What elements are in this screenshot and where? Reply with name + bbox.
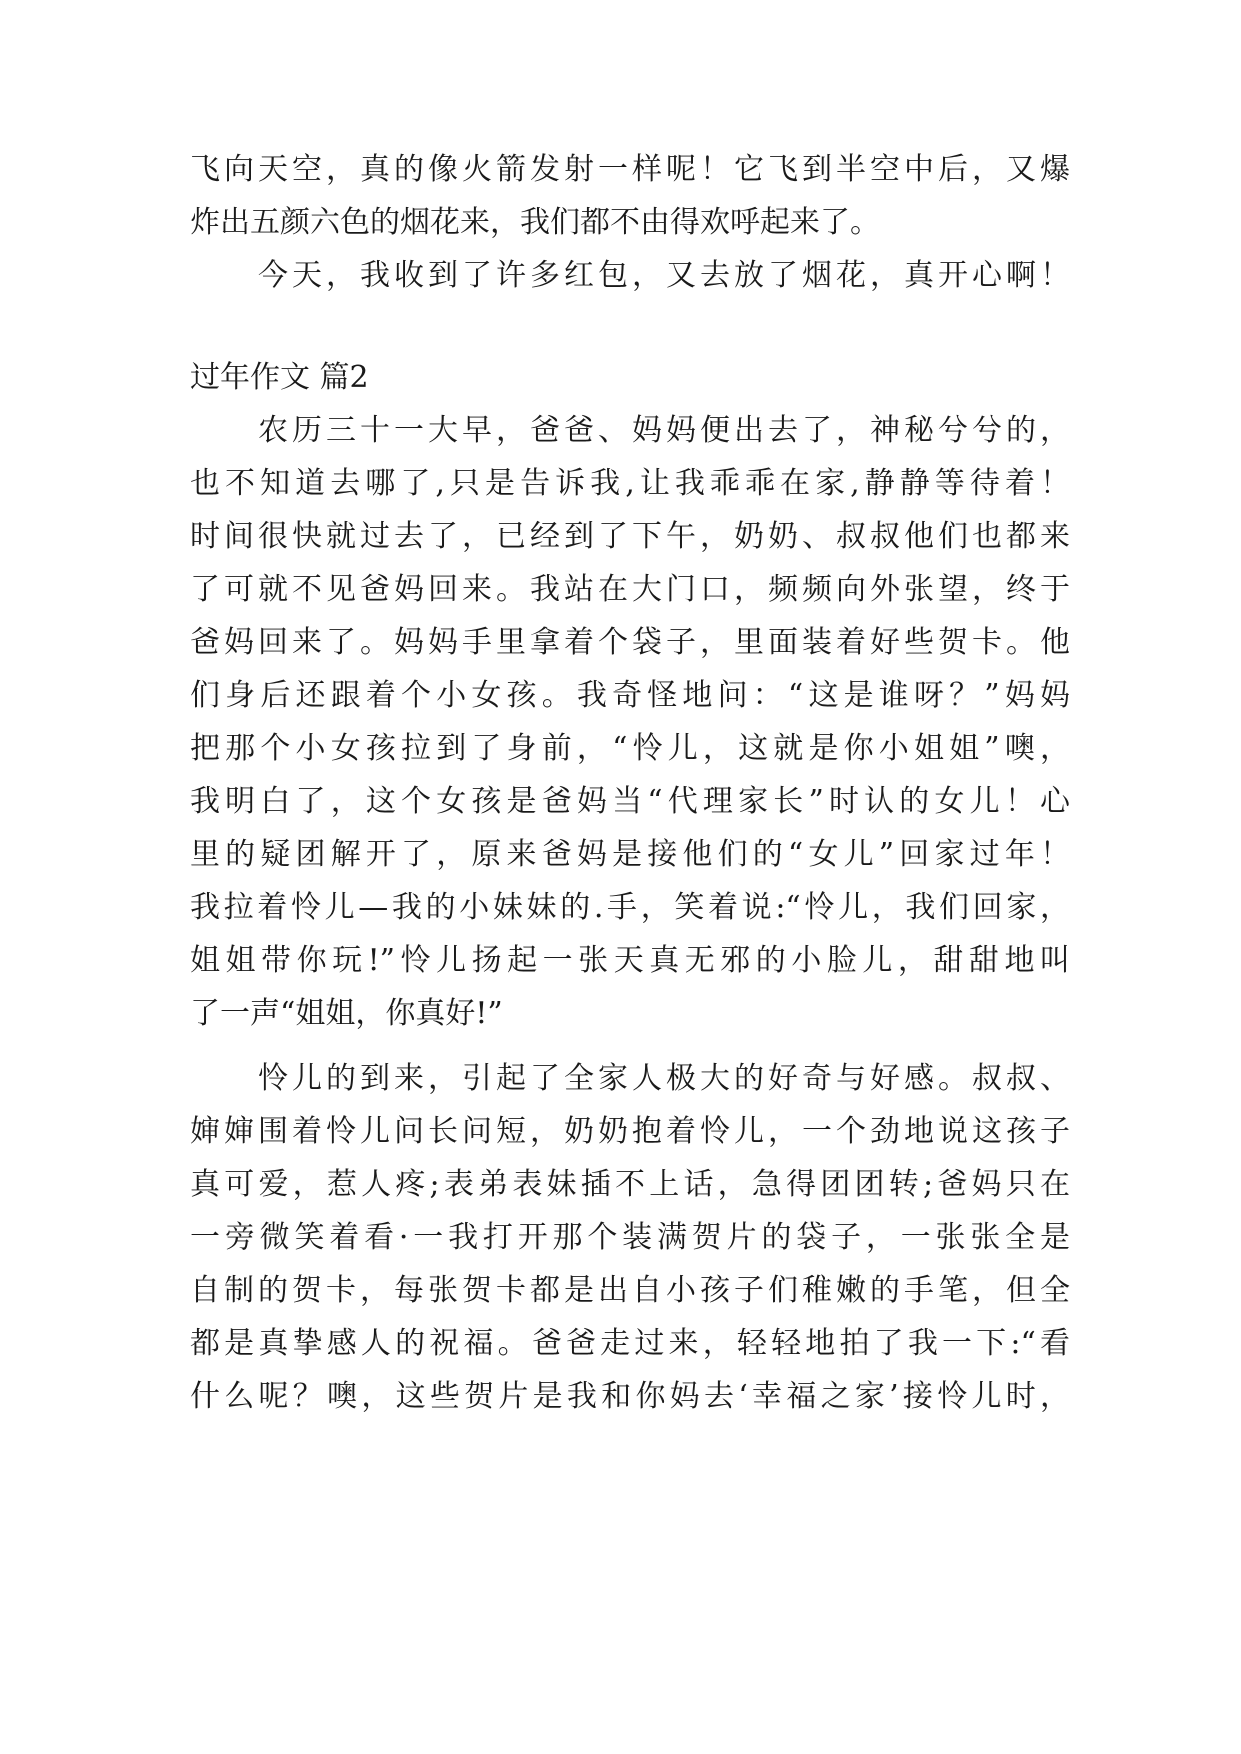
text-line: 什么呢？噢，这些贺片是我和你妈去‘幸福之家’接怜儿时， [190,1379,1070,1414]
text-line: 婶婶围着怜儿问长问短，奶奶抱着怜儿，一个劲地说这孩子 [190,1114,1070,1149]
text-line: 都是真挚感人的祝福。爸爸走过来，轻轻地拍了我一下:“看 [190,1326,1070,1361]
text-line: 了可就不见爸妈回来。我站在大门口，频频向外张望，终于 [190,572,1070,607]
text-line: 把那个小女孩拉到了身前，“怜儿，这就是你小姐姐”噢， [190,731,1070,766]
text-line: 炸出五颜六色的烟花来，我们都不由得欢呼起来了。 [190,205,880,240]
text-line: 农历三十一大早，爸爸、妈妈便出去了，神秘兮兮的， [258,413,1070,448]
section-heading: 过年作文 篇2 [190,360,369,395]
text-line: 今天，我收到了许多红包，又去放了烟花，真开心啊！ [258,258,1070,293]
text-line: 姐姐带你玩!”怜儿扬起一张天真无邪的小脸儿，甜甜地叫 [190,943,1070,978]
text-line: 了一声“姐姐，你真好!” [190,996,503,1031]
text-line: 里的疑团解开了，原来爸妈是接他们的“女儿”回家过年！ [190,837,1070,872]
text-line: 也不知道去哪了,只是告诉我,让我乖乖在家,静静等待着！ [190,466,1070,501]
text-line: 我明白了，这个女孩是爸妈当“代理家长”时认的女儿！心 [190,784,1070,819]
text-line: 爸妈回来了。妈妈手里拿着个袋子，里面装着好些贺卡。他 [190,625,1070,660]
text-line: 我拉着怜儿—我的小妹妹的.手，笑着说:“怜儿，我们回家， [190,890,1070,925]
text-line: 怜儿的到来，引起了全家人极大的好奇与好感。叔叔、 [258,1061,1070,1096]
text-line: 一旁微笑着看·一我打开那个装满贺片的袋子，一张张全是 [190,1220,1070,1255]
text-line: 自制的贺卡，每张贺卡都是出自小孩子们稚嫩的手笔，但全 [190,1273,1070,1308]
text-line: 时间很快就过去了，已经到了下午，奶奶、叔叔他们也都来 [190,519,1070,554]
text-line: 真可爱，惹人疼;表弟表妹插不上话，急得团团转;爸妈只在 [190,1167,1070,1202]
text-line: 们身后还跟着个小女孩。我奇怪地问：“这是谁呀？”妈妈 [190,678,1070,713]
text-line: 飞向天空，真的像火箭发射一样呢！它飞到半空中后，又爆 [190,152,1070,187]
